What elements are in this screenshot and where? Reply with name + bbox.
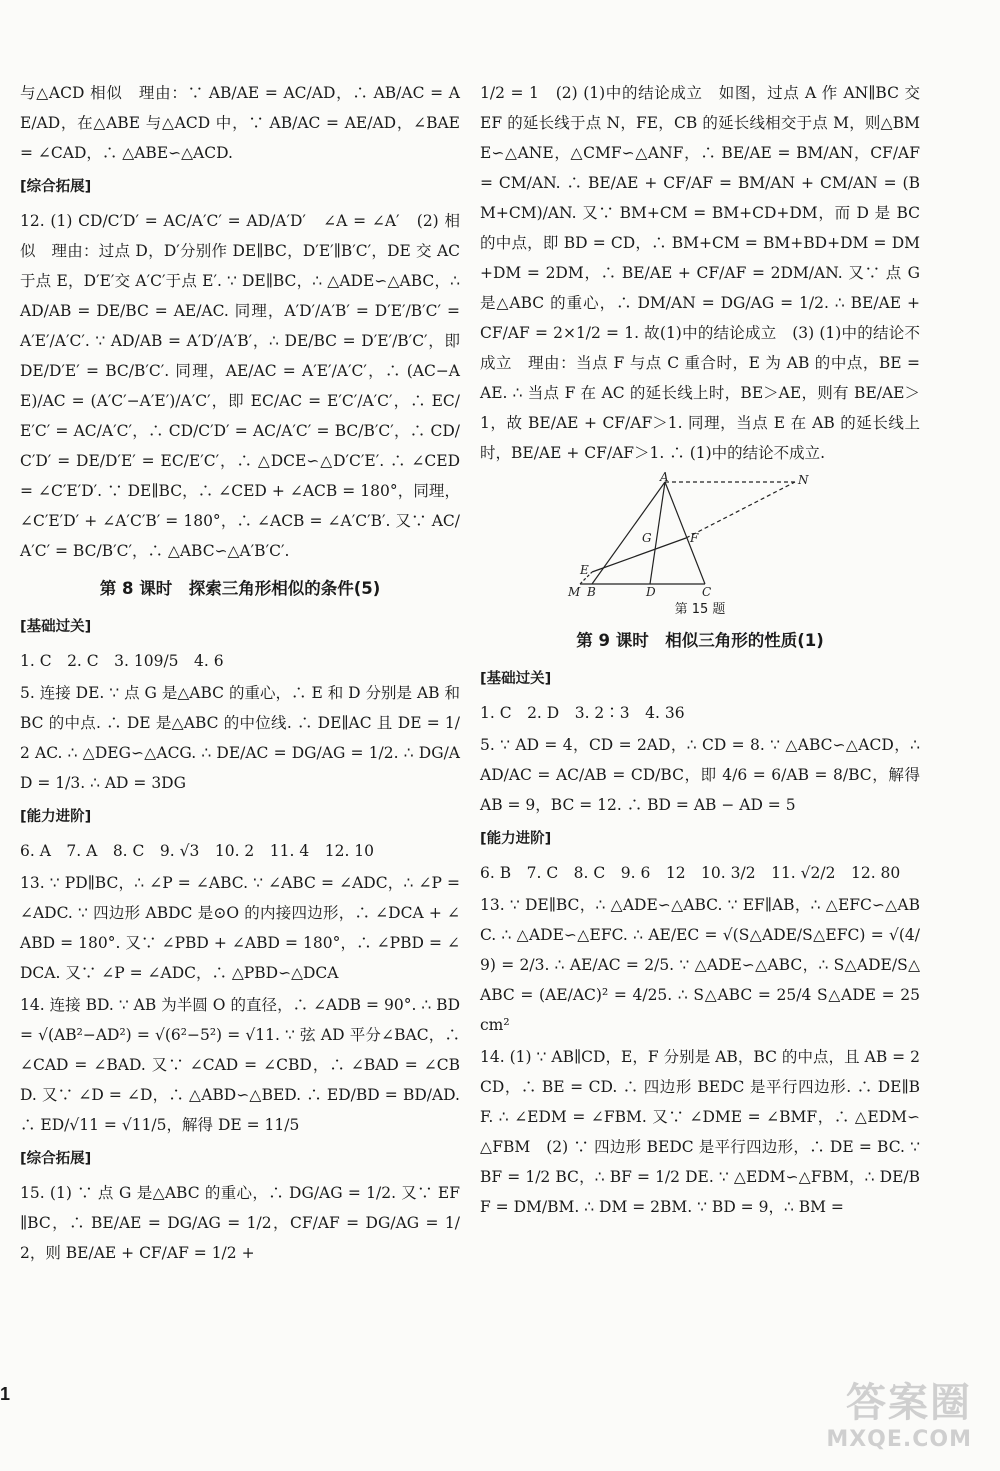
watermark-main-text: 答案圈 (846, 1380, 972, 1426)
section-heading-basic: [基础过关] (20, 619, 92, 635)
lesson-9-title: 第 9 课时 相似三角形的性质(1) (576, 631, 824, 650)
segment-AC (665, 482, 705, 584)
segment-AB (592, 482, 665, 584)
section-heading-basic: [基础过关] (480, 671, 552, 687)
answers-q6-12: 6. B 7. C 8. C 9. 6 12 10. 3/2 11. √2/2 12. 80 (480, 864, 901, 882)
label-E: E (580, 563, 589, 577)
label-B: B (587, 585, 596, 599)
segment-AD (650, 482, 665, 584)
label-A: A (660, 472, 669, 484)
geometry-diagram (560, 472, 840, 602)
answers-q1-4: 1. C 2. C 3. 109/5 4. 6 (20, 652, 224, 670)
label-D: D (646, 585, 656, 599)
left-column (20, 78, 460, 1270)
segment-FN-dashed (686, 482, 795, 538)
watermark-logo (822, 1379, 972, 1453)
answer-q15-start: 15. (1) ∵ 点 G 是△ABC 的重心，∴ DG/AG = 1/2. 又∵ EF∥BC，∴ BE/AE = DG/AG = 1/2，CF/AF = DG/AG = 1/2，则 BE/AE + CF/AF = 1/2 + (20, 1184, 460, 1262)
figure-caption: 第 15 题 (674, 602, 726, 617)
answers-q1-4: 1. C 2. D 3. 2∶3 4. 36 (480, 704, 685, 722)
segment-EF (592, 538, 686, 572)
section-heading-extend: [综合拓展] (20, 1151, 92, 1167)
label-M: M (568, 585, 581, 599)
figure-q15 (480, 472, 920, 618)
answer-q5: 5. 连接 DE. ∵ 点 G 是△ABC 的重心，∴ E 和 D 分别是 AB 和 BC 的中点. ∴ DE 是△ABC 的中位线. ∴ DE∥AC 且 DE = 1/2 AC. ∴ △DEG∽△ACG. ∴ DE/AC = DG/AG = 1/2. ∴ DG/AD = 1/3. ∴ AD = 3DG (20, 684, 460, 792)
lesson-8-title: 第 8 课时 探索三角形相似的条件(5) (99, 579, 381, 598)
section-heading-ability: [能力进阶] (20, 809, 92, 825)
answer-q14: 14. 连接 BD. ∵ AB 为半圆 O 的直径，∴ ∠ADB = 90°. ∴ BD = √(AB²−AD²) = √(6²−5²) = √11. ∵ 弦 AD 平分∠BAC，∴ ∠CAD = ∠BAD. 又∵ ∠CAD = ∠CBD，∴ ∠BAD = ∠CBD. 又∵ ∠D = ∠D，∴ △ABD∽△BED. ∴ ED/BD = BD/AD. ∴ ED/√11 = √11/5，解得 DE = 11/5 (20, 996, 460, 1134)
answer-q13: 13. ∵ DE∥BC，∴ △ADE∽△ABC. ∵ EF∥AB，∴ △EFC∽△ABC. ∴ △ADE∽△EFC. ∴ AE/EC = √(S△ADE/S△EFC) = √(4/9) = 2/3. ∴ AE/AC = 2/5. ∵ △ADE∽△ABC，∴ S△ADE/S△ABC = (AE/AC)² = 4/25. ∴ S△ABC = 25/4 S△ADE = 25 cm² (480, 896, 920, 1034)
section-heading-ability: [能力进阶] (480, 831, 552, 847)
label-G: G (642, 531, 652, 545)
answer-q15-continuation: 1/2 = 1 (2) (1)中的结论成立 如图，过点 A 作 AN∥BC 交 EF 的延长线于点 N，FE，CB 的延长线相交于点 M，则△BME∽△ANE，△CMF∽△ANF，∴ BE/AE = BM/AN，CF/AF = CM/AN. ∴ BE/AE + CF/AF = BM/AN + CM/AN = (BM+CM)/AN. 又∵ BM+CM = BM+CD+DM，而 D 是 BC 的中点，即 BD = CD，∴ BM+CM = BM+BD+DM = DM+DM = 2DM，∴ BE/AE + CF/AF = 2DM/AN. 又∵ 点 G 是△ABC 的重心，∴ DM/AN = DG/AG = 1/2. ∴ BE/AE + CF/AF = 2×1/2 = 1. 故(1)中的结论成立 (3) (1)中的结论不成立 理由：当点 F 与点 C 重合时，E 为 AB 的中点，BE = AE. ∴ 当点 F 在 AC 的延长线上时，BE＞AE，则有 BE/AE＞1，故 BE/AE + CF/AF＞1. 同理，当点 E 在 AB 的延长线上时，BE/AE + CF/AF＞1. ∴ (1)中的结论不成立. (480, 84, 920, 462)
label-F: F (690, 531, 699, 545)
answers-q6-12: 6. A 7. A 8. C 9. √3 10. 2 11. 4 12. 10 (20, 842, 375, 860)
label-C: C (702, 585, 712, 599)
answer-q12: 12. (1) CD/C′D′ = AC/A′C′ = AD/A′D′ ∠A = ∠A′ (2) 相似 理由：过点 D，D′分别作 DE∥BC，D′E′∥B′C′，DE 交 AC 于点 E，D′E′交 A′C′于点 E′. ∵ DE∥BC，∴ △ADE∽△ABC，∴ AD/AB = DE/BC = AE/AC. 同理，A′D′/A′B′ = D′E′/B′C′ = A′E′/A′C′. ∵ AD/AB = A′D′/A′B′，∴ DE/BC = D′E′/B′C′，即 DE/D′E′ = BC/B′C′. 同理，AE/AC = A′E′/A′C′，∴ (AC−AE)/AC = (A′C′−A′E′)/A′C′，即 EC/AC = E′C′/A′C′，∴ EC/E′C′ = AC/A′C′，∴ CD/C′D′ = AC/A′C′ = BC/B′C′，∴ CD/C′D′ = DE/D′E′ = EC/E′C′，∴ △DCE∽△D′C′E′. ∴ ∠CED = ∠C′E′D′. ∵ DE∥BC，∴ ∠CED + ∠ACB = 180°，同理，∠C′E′D′ + ∠A′C′B′ = 180°，∴ ∠ACB = ∠A′C′B′. 又∵ AC/A′C′ = BC/B′C′，∴ △ABC∽△A′B′C′. (20, 212, 460, 560)
section-heading-extend: [综合拓展] (20, 179, 92, 195)
answer-q14: 14. (1) ∵ AB∥CD，E，F 分别是 AB，BC 的中点，且 AB = 2CD，∴ BE = CD. ∴ 四边形 BEDC 是平行四边形. ∴ DE∥BF. ∴ ∠EDM = ∠FBM. 又∵ ∠DME = ∠BMF，∴ △EDM∽△FBM (2) ∵ 四边形 BEDC 是平行四边形，∴ DE = BC. ∵ BF = 1/2 BC，∴ BF = 1/2 DE. ∵ △EDM∽△FBM，∴ DE/BF = DM/BM. ∴ DM = 2BM. ∵ BD = 9，∴ BM = (480, 1048, 920, 1216)
answer-q13: 13. ∵ PD∥BC，∴ ∠P = ∠ABC. ∵ ∠ABC = ∠ADC，∴ ∠P = ∠ADC. ∵ 四边形 ABDC 是⊙O 的内接四边形，∴ ∠DCA + ∠ABD = 180°. 又∵ ∠PBD + ∠ABD = 180°，∴ ∠PBD = ∠DCA. 又∵ ∠P = ∠ADC，∴ △PBD∽△DCA (20, 874, 460, 982)
answer-q11-continuation: 与△ACD 相似 理由：∵ AB/AE = AC/AD，∴ AB/AC = AE/AD，在△ABE 与△ACD 中，∵ AB/AC = AE/AD，∠BAE = ∠CAD，∴ △ABE∽△ACD. (20, 84, 460, 162)
page-number: 1 (0, 1384, 11, 1404)
answer-q5: 5. ∵ AD = 4，CD = 2AD，∴ CD = 8. ∵ △ABC∽△ACD，∴ AD/AC = AC/AB = CD/BC，即 4/6 = 6/AB = 8/BC，解得 AB = 9，BC = 12. ∴ BD = AB − AD = 5 (480, 736, 920, 814)
right-column (480, 78, 920, 1224)
label-N: N (798, 473, 809, 487)
watermark-url-text: MXQE.COM (826, 1427, 972, 1452)
